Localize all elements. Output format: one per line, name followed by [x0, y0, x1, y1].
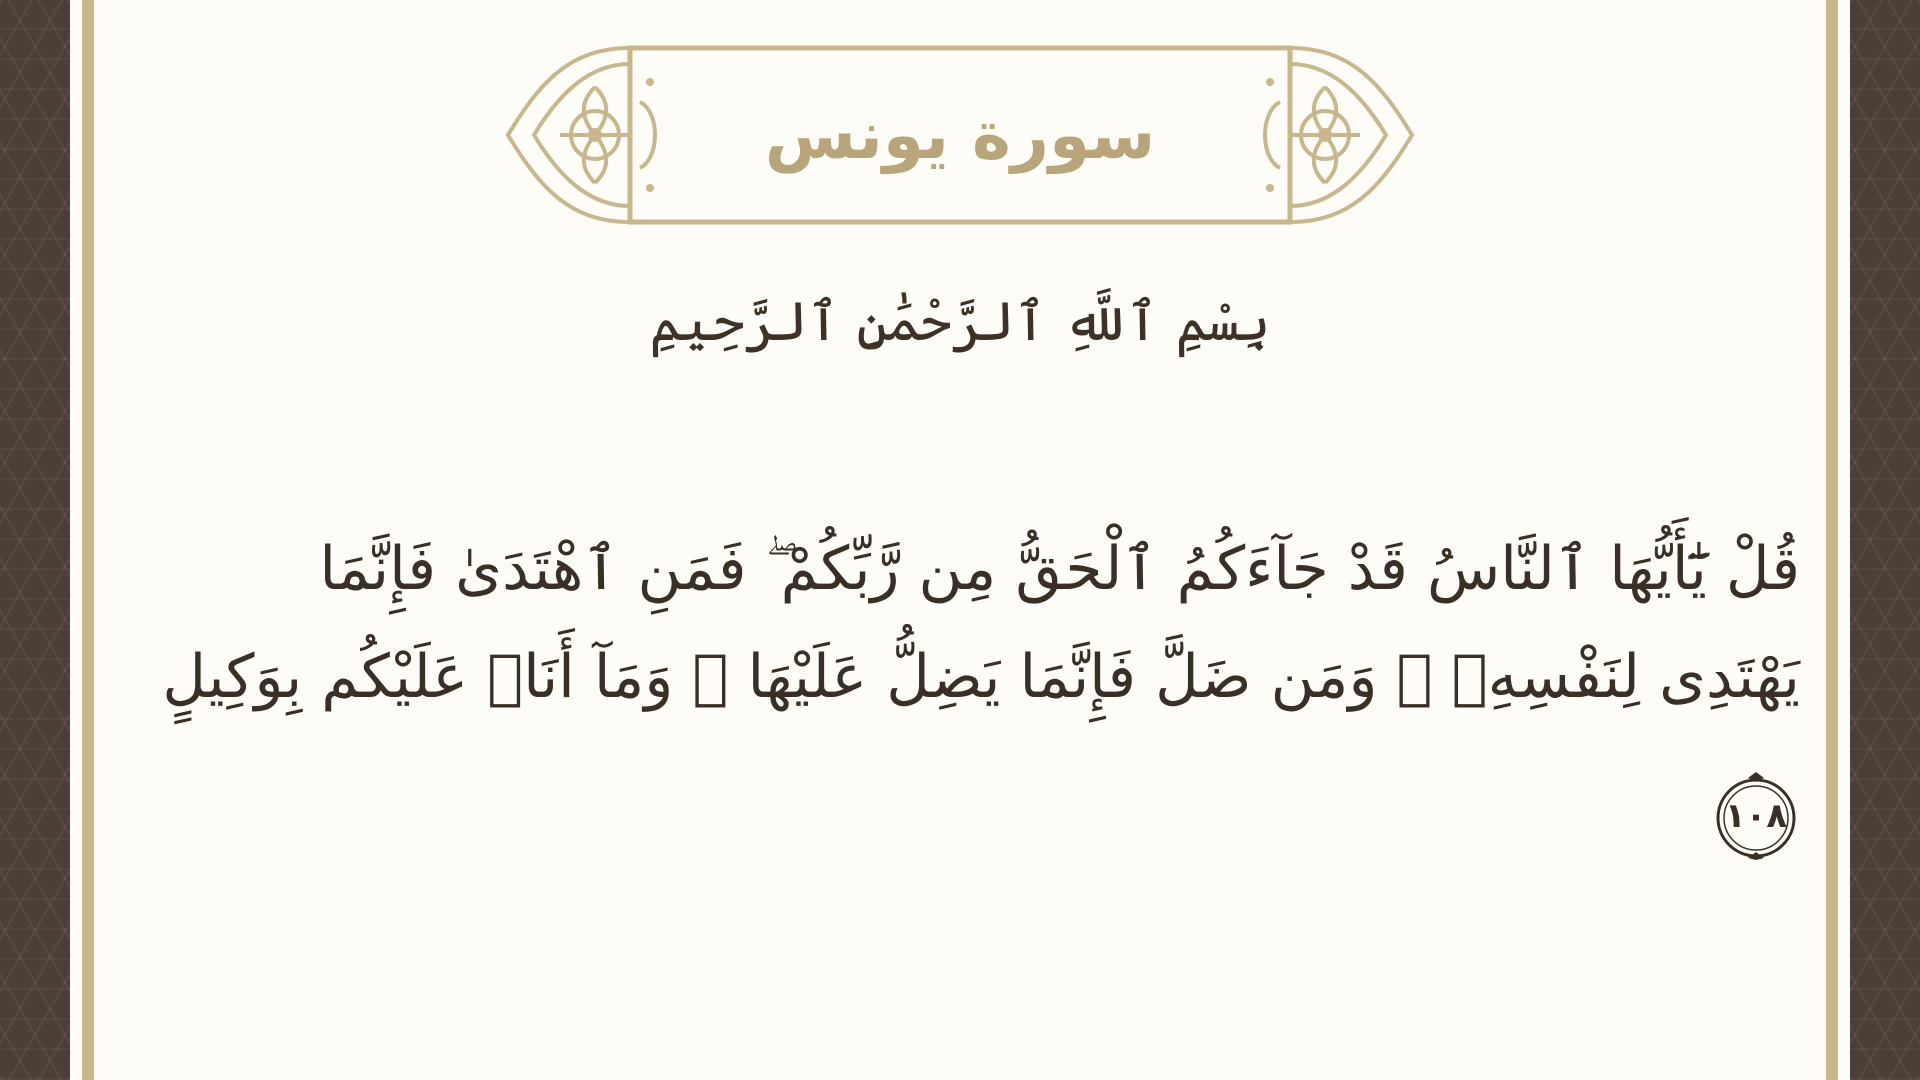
right-decorative-band	[1850, 0, 1920, 1080]
verse-text	[162, 515, 1800, 731]
surah-header-frame	[500, 42, 1420, 228]
basmala: بِسْمِ ٱللَّهِ ٱلرَّحْمَٰنِ ٱلرَّحِيمِ	[649, 290, 1271, 353]
verse-line-2: يَهْتَدِى لِنَفْسِهِۦ ۖ وَمَن ضَلَّ فَإِنَّمَا يَضِلُّ عَلَيْهَا ۖ وَمَآ أَنَا۠ عَلَيْكُم بِوَكِيلٍ	[162, 642, 1800, 712]
ayah-number-marker	[1712, 772, 1800, 860]
right-gold-border	[1826, 0, 1838, 1080]
surah-title: سورة يونس	[764, 96, 1156, 174]
left-decorative-band	[0, 0, 70, 1080]
ayah-number: ١٠٨	[1724, 796, 1788, 836]
verse-line-1: قُلْ يَٰٓأَيُّهَا ٱلنَّاسُ قَدْ جَآءَكُمُ ٱلْحَقُّ مِن رَّبِّكُمْ ۖ فَمَنِ ٱهْتَدَىٰ فَإِنَّمَا	[319, 534, 1800, 604]
left-gold-border	[82, 0, 94, 1080]
